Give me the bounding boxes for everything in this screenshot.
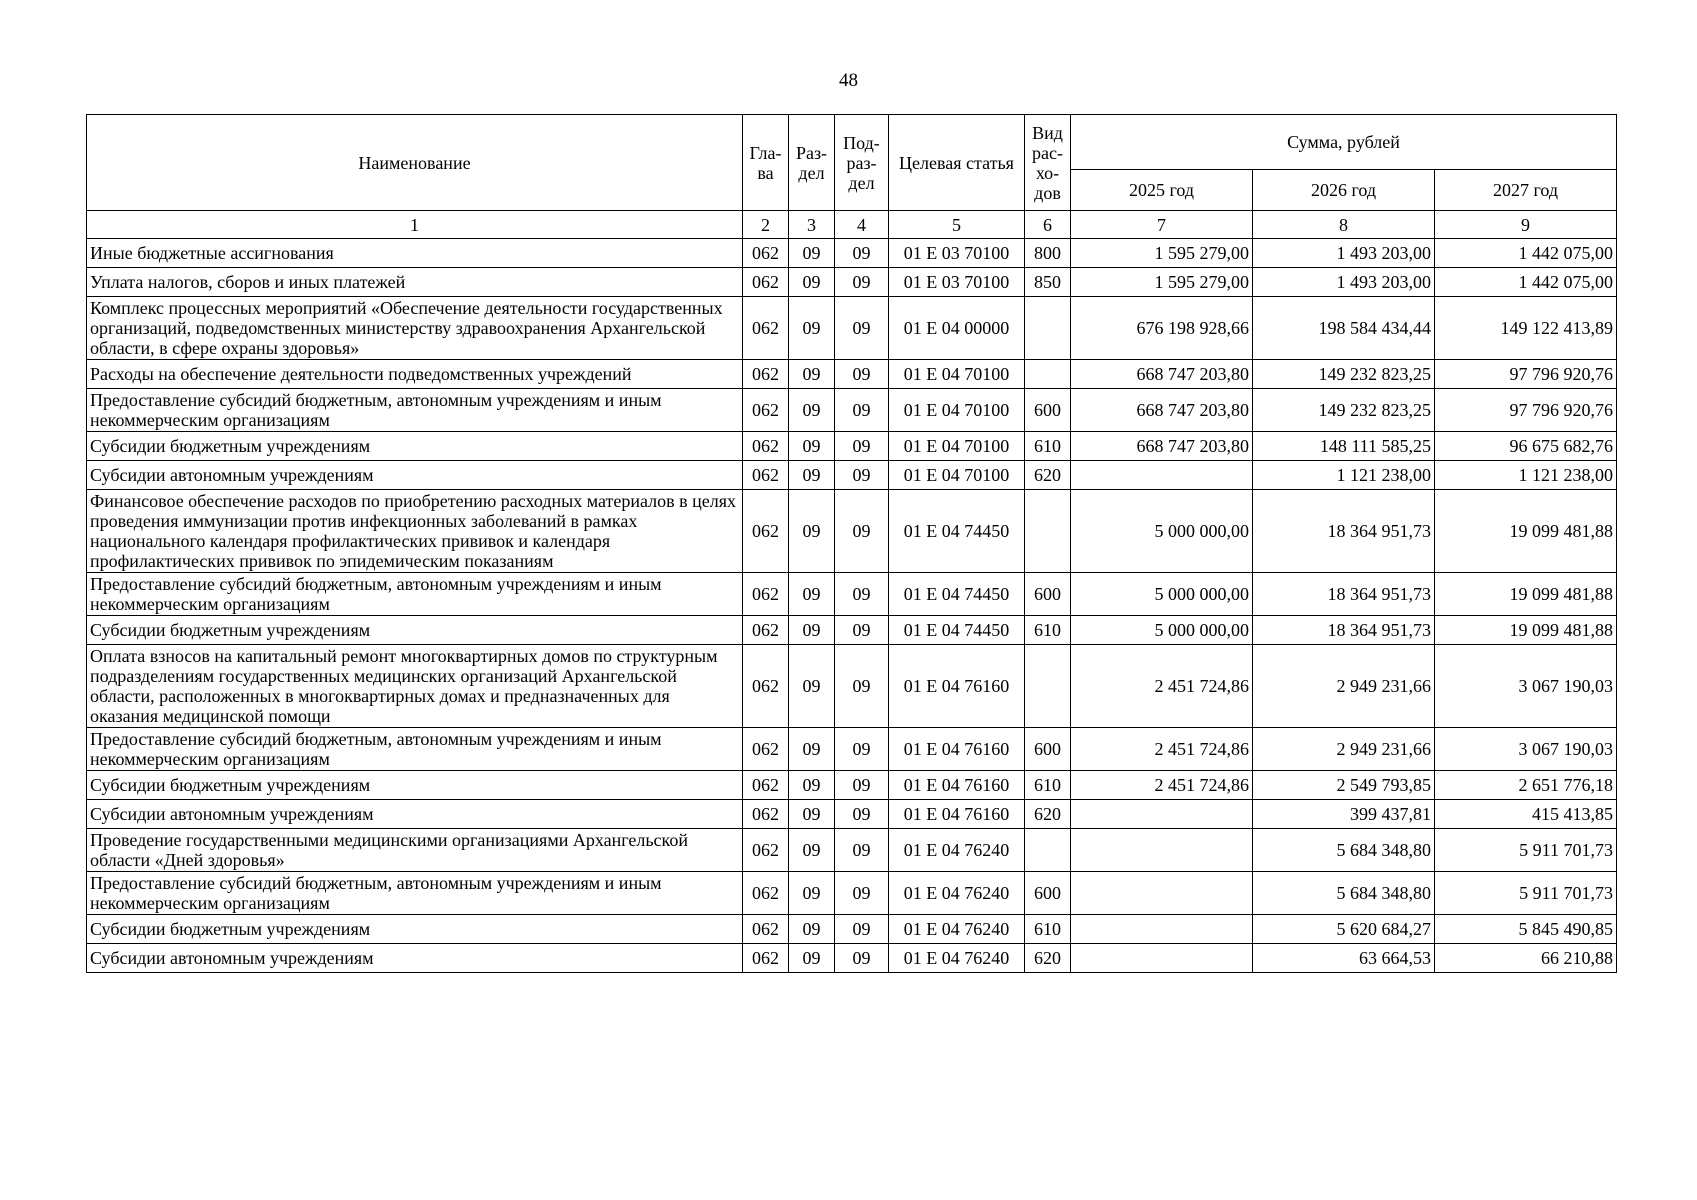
row-razdel: 09 [789,239,835,268]
row-amount-2027: 3 067 190,03 [1435,645,1617,728]
row-amount-2027: 5 911 701,73 [1435,872,1617,915]
row-glava: 062 [743,872,789,915]
row-amount-2027: 19 099 481,88 [1435,573,1617,616]
header-summa: Сумма, рублей [1071,115,1617,170]
row-amount-2026: 1 493 203,00 [1253,268,1435,297]
row-celevaya-statya: 01 Е 04 76160 [889,771,1025,800]
row-amount-2027: 96 675 682,76 [1435,432,1617,461]
row-amount-2025: 2 451 724,86 [1071,728,1253,771]
row-amount-2027: 97 796 920,76 [1435,360,1617,389]
row-amount-2027: 5 845 490,85 [1435,915,1617,944]
column-number: 8 [1253,211,1435,239]
row-razdel: 09 [789,872,835,915]
row-vid-rashodov [1025,297,1071,360]
row-name: Проведение государственными медицинскими организациями Архангельской области «Дней здоровья» [87,829,743,872]
row-name: Субсидии бюджетным учреждениям [87,771,743,800]
row-razdel: 09 [789,800,835,829]
header-celevaya-statya: Целевая статья [889,115,1025,211]
row-glava: 062 [743,728,789,771]
row-amount-2027: 3 067 190,03 [1435,728,1617,771]
row-podrazdel: 09 [835,297,889,360]
table-row [87,915,1617,944]
row-glava: 062 [743,915,789,944]
row-vid-rashodov [1025,645,1071,728]
table-row [87,645,1617,728]
row-glava: 062 [743,829,789,872]
row-name: Предоставление субсидий бюджетным, автономным учреждениям и иным некоммерческим организациям [87,389,743,432]
row-amount-2027: 19 099 481,88 [1435,616,1617,645]
row-podrazdel: 09 [835,389,889,432]
column-number: 2 [743,211,789,239]
column-number: 4 [835,211,889,239]
row-name: Расходы на обеспечение деятельности подведомственных учреждений [87,360,743,389]
row-amount-2026: 2 949 231,66 [1253,728,1435,771]
table-row [87,771,1617,800]
row-podrazdel: 09 [835,915,889,944]
row-razdel: 09 [789,360,835,389]
row-razdel: 09 [789,573,835,616]
row-razdel: 09 [789,490,835,573]
row-vid-rashodov: 620 [1025,461,1071,490]
row-vid-rashodov: 610 [1025,915,1071,944]
row-amount-2026: 18 364 951,73 [1253,616,1435,645]
table-row [87,616,1617,645]
row-podrazdel: 09 [835,239,889,268]
header-podrazdel: Под-раз-дел [835,115,889,211]
row-vid-rashodov [1025,490,1071,573]
row-vid-rashodov: 620 [1025,800,1071,829]
row-celevaya-statya: 01 Е 03 70100 [889,268,1025,297]
row-razdel: 09 [789,297,835,360]
column-number: 3 [789,211,835,239]
row-glava: 062 [743,771,789,800]
table-row [87,490,1617,573]
row-glava: 062 [743,239,789,268]
row-name: Субсидии бюджетным учреждениям [87,915,743,944]
row-razdel: 09 [789,645,835,728]
row-name: Предоставление субсидий бюджетным, автономным учреждениям и иным некоммерческим организациям [87,573,743,616]
row-glava: 062 [743,432,789,461]
row-vid-rashodov: 600 [1025,728,1071,771]
column-number: 7 [1071,211,1253,239]
header-year-2025: 2025 год [1071,170,1253,211]
row-amount-2026: 399 437,81 [1253,800,1435,829]
row-amount-2026: 18 364 951,73 [1253,573,1435,616]
row-podrazdel: 09 [835,432,889,461]
row-razdel: 09 [789,944,835,973]
row-celevaya-statya: 01 Е 04 74450 [889,490,1025,573]
row-podrazdel: 09 [835,573,889,616]
table-row [87,239,1617,268]
row-podrazdel: 09 [835,728,889,771]
page-number: 48 [839,70,858,91]
row-amount-2026: 198 584 434,44 [1253,297,1435,360]
row-podrazdel: 09 [835,944,889,973]
table-row [87,389,1617,432]
header-razdel: Раз-дел [789,115,835,211]
row-celevaya-statya: 01 Е 04 76240 [889,915,1025,944]
row-glava: 062 [743,800,789,829]
row-name: Комплекс процессных мероприятий «Обеспечение деятельности государственных организаций, подведомственных министерству здравоохранения Архангельской области, в сфере охраны здоровья» [87,297,743,360]
row-amount-2025: 1 595 279,00 [1071,239,1253,268]
row-name: Финансовое обеспечение расходов по приобретению расходных материалов в целях проведения иммунизации против инфекционных заболеваний в рамках национального календаря профилактических прививок и календаря профилактических прививок по эпидемическим показаниям [87,490,743,573]
row-amount-2026: 18 364 951,73 [1253,490,1435,573]
row-vid-rashodov: 610 [1025,432,1071,461]
row-amount-2025 [1071,915,1253,944]
row-celevaya-statya: 01 Е 04 70100 [889,360,1025,389]
row-razdel: 09 [789,915,835,944]
row-vid-rashodov: 600 [1025,872,1071,915]
row-amount-2025: 668 747 203,80 [1071,432,1253,461]
row-podrazdel: 09 [835,490,889,573]
table-header [87,115,1617,239]
row-amount-2025 [1071,944,1253,973]
row-glava: 062 [743,490,789,573]
row-amount-2025: 5 000 000,00 [1071,573,1253,616]
row-amount-2027: 415 413,85 [1435,800,1617,829]
row-amount-2026: 2 549 793,85 [1253,771,1435,800]
row-vid-rashodov [1025,360,1071,389]
row-glava: 062 [743,645,789,728]
table-row [87,944,1617,973]
header-glava: Гла-ва [743,115,789,211]
row-amount-2027: 5 911 701,73 [1435,829,1617,872]
row-amount-2025: 668 747 203,80 [1071,360,1253,389]
row-name: Уплата налогов, сборов и иных платежей [87,268,743,297]
row-amount-2027: 2 651 776,18 [1435,771,1617,800]
row-podrazdel: 09 [835,616,889,645]
row-celevaya-statya: 01 Е 04 70100 [889,461,1025,490]
header-year-2026: 2026 год [1253,170,1435,211]
row-amount-2027: 1 121 238,00 [1435,461,1617,490]
column-number: 5 [889,211,1025,239]
row-razdel: 09 [789,616,835,645]
header-vid-rashodov: Вид рас-хо-дов [1025,115,1071,211]
row-podrazdel: 09 [835,829,889,872]
row-name: Субсидии автономным учреждениям [87,800,743,829]
table-row [87,461,1617,490]
row-podrazdel: 09 [835,872,889,915]
row-celevaya-statya: 01 Е 04 76160 [889,645,1025,728]
table-row [87,573,1617,616]
row-name: Субсидии автономным учреждениям [87,461,743,490]
row-vid-rashodov: 620 [1025,944,1071,973]
row-amount-2027: 149 122 413,89 [1435,297,1617,360]
row-vid-rashodov: 610 [1025,616,1071,645]
row-celevaya-statya: 01 Е 04 70100 [889,389,1025,432]
row-glava: 062 [743,616,789,645]
row-razdel: 09 [789,389,835,432]
row-celevaya-statya: 01 Е 04 74450 [889,616,1025,645]
row-celevaya-statya: 01 Е 04 76160 [889,728,1025,771]
row-name: Субсидии бюджетным учреждениям [87,432,743,461]
row-amount-2026: 63 664,53 [1253,944,1435,973]
row-amount-2025: 2 451 724,86 [1071,771,1253,800]
column-number: 1 [87,211,743,239]
row-amount-2025 [1071,872,1253,915]
row-amount-2026: 1 121 238,00 [1253,461,1435,490]
row-podrazdel: 09 [835,771,889,800]
row-vid-rashodov: 600 [1025,573,1071,616]
row-glava: 062 [743,297,789,360]
row-amount-2025: 668 747 203,80 [1071,389,1253,432]
row-razdel: 09 [789,268,835,297]
row-celevaya-statya: 01 Е 04 74450 [889,573,1025,616]
row-razdel: 09 [789,829,835,872]
row-razdel: 09 [789,728,835,771]
row-podrazdel: 09 [835,360,889,389]
row-amount-2027: 1 442 075,00 [1435,268,1617,297]
row-amount-2027: 97 796 920,76 [1435,389,1617,432]
row-razdel: 09 [789,432,835,461]
row-amount-2025: 5 000 000,00 [1071,616,1253,645]
row-name: Оплата взносов на капитальный ремонт многоквартирных домов по структурным подразделениям государственных медицинских организаций Архангельской области, расположенных в многоквартирных домах и предназначенных для оказания медицинской помощи [87,645,743,728]
row-glava: 062 [743,944,789,973]
header-name: Наименование [87,115,743,211]
row-name: Иные бюджетные ассигнования [87,239,743,268]
row-celevaya-statya: 01 Е 04 00000 [889,297,1025,360]
budget-table [86,114,1617,973]
row-name: Предоставление субсидий бюджетным, автономным учреждениям и иным некоммерческим организациям [87,728,743,771]
row-amount-2025 [1071,829,1253,872]
row-vid-rashodov: 800 [1025,239,1071,268]
row-amount-2026: 5 620 684,27 [1253,915,1435,944]
row-glava: 062 [743,461,789,490]
row-amount-2027: 1 442 075,00 [1435,239,1617,268]
row-name: Предоставление субсидий бюджетным, автономным учреждениям и иным некоммерческим организациям [87,872,743,915]
row-amount-2026: 5 684 348,80 [1253,872,1435,915]
row-amount-2027: 19 099 481,88 [1435,490,1617,573]
row-amount-2025 [1071,461,1253,490]
table-row [87,432,1617,461]
row-podrazdel: 09 [835,268,889,297]
row-celevaya-statya: 01 Е 04 76240 [889,944,1025,973]
row-vid-rashodov: 850 [1025,268,1071,297]
row-celevaya-statya: 01 Е 03 70100 [889,239,1025,268]
table-row [87,728,1617,771]
row-razdel: 09 [789,461,835,490]
row-glava: 062 [743,389,789,432]
row-amount-2026: 5 684 348,80 [1253,829,1435,872]
table-row [87,360,1617,389]
row-vid-rashodov [1025,829,1071,872]
column-number: 6 [1025,211,1071,239]
column-number: 9 [1435,211,1617,239]
row-celevaya-statya: 01 Е 04 76240 [889,829,1025,872]
row-vid-rashodov: 610 [1025,771,1071,800]
row-glava: 062 [743,360,789,389]
row-amount-2025: 676 198 928,66 [1071,297,1253,360]
row-amount-2026: 2 949 231,66 [1253,645,1435,728]
row-celevaya-statya: 01 Е 04 70100 [889,432,1025,461]
row-amount-2026: 149 232 823,25 [1253,360,1435,389]
row-amount-2025 [1071,800,1253,829]
row-name: Субсидии автономным учреждениям [87,944,743,973]
table-row [87,268,1617,297]
row-amount-2025: 5 000 000,00 [1071,490,1253,573]
row-podrazdel: 09 [835,645,889,728]
row-amount-2025: 2 451 724,86 [1071,645,1253,728]
row-amount-2026: 1 493 203,00 [1253,239,1435,268]
row-celevaya-statya: 01 Е 04 76240 [889,872,1025,915]
row-celevaya-statya: 01 Е 04 76160 [889,800,1025,829]
row-amount-2027: 66 210,88 [1435,944,1617,973]
table-row [87,297,1617,360]
row-amount-2026: 148 111 585,25 [1253,432,1435,461]
row-podrazdel: 09 [835,800,889,829]
row-amount-2026: 149 232 823,25 [1253,389,1435,432]
table-row [87,872,1617,915]
row-glava: 062 [743,573,789,616]
row-razdel: 09 [789,771,835,800]
table-row [87,800,1617,829]
row-name: Субсидии бюджетным учреждениям [87,616,743,645]
row-glava: 062 [743,268,789,297]
column-number-row [87,211,1617,239]
header-year-2027: 2027 год [1435,170,1617,211]
table-body [87,239,1617,973]
row-amount-2025: 1 595 279,00 [1071,268,1253,297]
row-podrazdel: 09 [835,461,889,490]
table-row [87,829,1617,872]
row-vid-rashodov: 600 [1025,389,1071,432]
